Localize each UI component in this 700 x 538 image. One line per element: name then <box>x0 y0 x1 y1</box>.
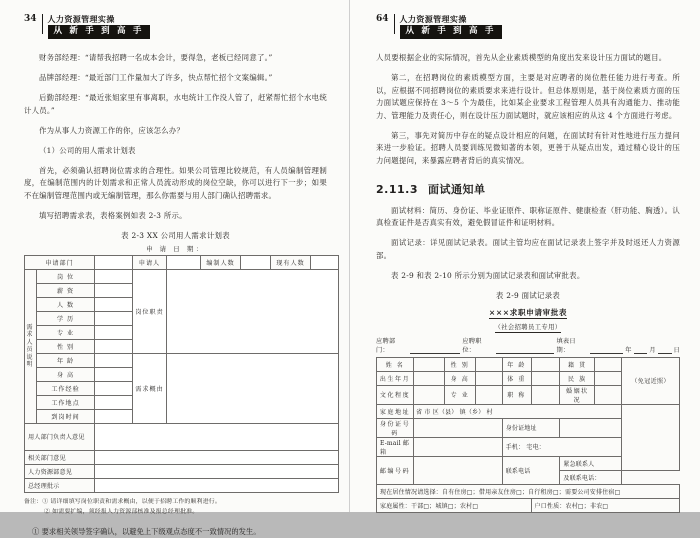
month-unit: 月 <box>649 346 656 354</box>
page-footnote: ① 要求相关领导签字确认，以避免上下级观点态度不一致情况的发生。 <box>32 526 261 536</box>
label-home-address: 家庭地址 <box>377 404 414 418</box>
label-ethnicity: 民 族 <box>560 371 595 385</box>
right-series-banner: 从 新 手 到 高 手 <box>400 25 502 39</box>
paragraph: 后勤部经理：“最近张姐家里有事离职，水电统计工作没人管了，赶紧帮忙招个水电统计人员。” <box>24 92 327 115</box>
header-current-value <box>311 255 339 269</box>
row-label: 专 业 <box>37 325 95 339</box>
left-page-number: 34 <box>24 14 37 24</box>
table-caption: 表 2-3 XX 公司用人需求计划表 <box>121 230 230 240</box>
approval-label: 相关部门意见 <box>25 450 95 464</box>
value-marital[interactable] <box>595 385 622 404</box>
value-major[interactable] <box>475 385 502 404</box>
label-height: 身 高 <box>445 371 476 385</box>
right-body <box>376 52 680 513</box>
left-series-banner: 从 新 手 到 高 手 <box>48 25 150 39</box>
label-id-number: 身份证号码 <box>377 418 414 437</box>
row-value <box>95 395 133 409</box>
reason-label: 需求概由 <box>133 353 167 423</box>
demand-plan-table <box>24 255 339 493</box>
right-page <box>350 0 700 512</box>
row-value <box>95 353 133 367</box>
table-row <box>25 353 339 367</box>
paragraph: 第三，事先对简历中存在的疑点设计相应的问题，在面试时有针对性地进行压力提问来进一步验证。招聘人员要训练见微知著的本领，更善于从疑点出发，通过精心设计的压力问题提问，来暴露应聘者背后的真实情况。 <box>376 130 680 165</box>
label-phone[interactable]: 手机： 宅电： <box>502 437 622 456</box>
row-label: 薪 资 <box>37 283 95 297</box>
label-major: 专 业 <box>445 385 476 404</box>
header-quota: 编制人数 <box>201 255 241 269</box>
table-row <box>25 450 339 464</box>
approval-value <box>95 478 339 492</box>
duty-value <box>167 269 339 353</box>
form-title-text: ×××求职申请审批表 <box>488 307 568 317</box>
table-row <box>377 357 680 371</box>
table-caption: 表 2-9 面试记录表 <box>495 290 561 300</box>
header-quota-value <box>241 255 271 269</box>
value-height[interactable] <box>475 371 502 385</box>
label-marital: 婚姻状况 <box>560 385 595 404</box>
row-value <box>95 283 133 297</box>
approval-label: 用人部门负责人意见 <box>25 423 95 450</box>
label-age: 年 龄 <box>502 357 531 371</box>
row-label: 岗 位 <box>37 269 95 283</box>
left-body <box>24 52 327 538</box>
row-label: 性 别 <box>37 339 95 353</box>
label-postcode: 邮编号码 <box>377 456 414 484</box>
paragraph: 财务部经理：“请帮我招聘一名成本会计，要得急，老板已经同意了。” <box>39 53 273 62</box>
value-ethnicity[interactable] <box>595 371 622 385</box>
paragraph: 填写招聘需求表，表格案例如表 2-3 所示。 <box>39 210 187 220</box>
section-heading <box>376 181 680 197</box>
label-contact-phone: 联系电话 <box>502 456 560 484</box>
table-note: 备注：① 请详细填写岗位职责和需求概由，以便于招聘工作的顺利进行。 <box>24 498 221 505</box>
row-value <box>95 325 133 339</box>
value-name[interactable] <box>414 357 445 371</box>
table-row <box>377 498 680 512</box>
table-row <box>25 464 339 478</box>
label-title: 职 称 <box>502 385 531 404</box>
year-unit: 年 <box>625 346 632 354</box>
apply-dept-label: 应聘部门： <box>376 337 396 354</box>
housing-situation-row[interactable]: 现在居住情况请选择：自有住房□；借用亲友住房□；自行租房□；需要公司安排住宿□ <box>377 484 680 498</box>
family-attribute-row[interactable]: 家庭属性：干部□；城镇□；农村□ <box>377 498 532 512</box>
left-page <box>0 0 350 536</box>
left-book-title: 人力资源管理实操 <box>47 14 115 24</box>
row-value <box>95 409 133 423</box>
value-postcode[interactable] <box>414 456 503 484</box>
form-title <box>376 307 680 318</box>
fill-date-label: 填表日期： <box>556 337 576 354</box>
row-value <box>95 367 133 381</box>
fill-date-month-field[interactable] <box>634 353 648 354</box>
table-row <box>25 423 339 450</box>
form-header-line <box>376 336 680 354</box>
table-row <box>377 484 680 498</box>
row-value <box>95 297 133 311</box>
label-emergency-contact: 紧急联系人 <box>560 456 622 470</box>
running-head-rule <box>394 14 395 34</box>
paragraph: 首先，必须确认招聘岗位需求的合理性。如果公司管理比较规范，有人员编制管理制度，在编制范围内的计划需求和正常人员流动形成的岗位空缺，你可以进行下一步；如果不在编制管理范围内或无编制管理，那么你需要与用人部门确认招聘需求。 <box>24 165 327 200</box>
blank-right-column <box>622 404 680 470</box>
value-origin[interactable] <box>595 357 622 371</box>
demand-section-label: 需求人员说明 <box>25 269 37 423</box>
table-notes <box>24 497 327 517</box>
header-applicant-value <box>167 255 201 269</box>
running-head-rule <box>42 14 43 34</box>
row-label: 到岗时间 <box>37 409 95 423</box>
apply-dept-field[interactable] <box>410 353 461 354</box>
section-number: 2.11.3 <box>376 182 418 196</box>
row-label: 工作经验 <box>37 381 95 395</box>
right-running-head <box>376 14 680 42</box>
row-value <box>95 311 133 325</box>
value-birth-date[interactable] <box>414 371 445 385</box>
paragraph: （1）公司的用人需求计划表 <box>39 145 136 155</box>
value-education[interactable] <box>414 385 445 404</box>
label-name: 姓 名 <box>377 357 414 371</box>
form-subtitle-text: （社会招聘员工专用） <box>494 323 562 331</box>
fill-date-day-field[interactable] <box>658 353 672 354</box>
right-book-title: 人力资源管理实操 <box>399 14 467 24</box>
paragraph: 作为从事人力资源工作的你，应该怎么办？ <box>39 125 185 135</box>
row-label: 人 数 <box>37 297 95 311</box>
label-emergency-phone[interactable]: 及联系电话： <box>560 470 622 484</box>
apply-position-label: 应聘职位： <box>462 337 482 354</box>
label-origin: 籍 贯 <box>560 357 595 371</box>
approval-value <box>95 450 339 464</box>
paragraph: 品牌部经理：“最近部门工作量加大了许多，快点帮忙招个文案编辑。” <box>39 72 273 82</box>
header-current: 现有人数 <box>271 255 311 269</box>
label-birth-date: 出生年月 <box>377 371 414 385</box>
table-row <box>25 255 339 269</box>
row-value <box>95 381 133 395</box>
approval-value <box>95 464 339 478</box>
table-row <box>25 269 339 283</box>
hukou-type-row[interactable]: 户口性质：农村□；非农□ <box>531 498 679 512</box>
value-home-address[interactable]: 省 市 区（县） 镇（乡） 村 <box>414 404 622 418</box>
left-running-head <box>24 14 327 42</box>
row-label: 工作地点 <box>37 395 95 409</box>
day-unit: 日 <box>673 346 681 354</box>
value-gender[interactable] <box>475 357 502 371</box>
paragraph: 第二，在招聘岗位的素质模型方面，主要是对应聘者的岗位胜任能力进行考查。所以，应根据不同招聘岗位的素质要求来进行设计。但总体原则是，基于岗位素质方面的压力面试题应保持在 3～5 个为最佳，比如某企业要求工程管理人员具有沟通能力、推动能力、管理能力及责任心，则在设计压力面试题时，就应该相应的从这 4 个方面进行考虑。 <box>376 72 680 120</box>
label-email: E-mail 邮箱 <box>377 437 414 456</box>
form-subtitle <box>376 322 680 331</box>
paragraph: 面试记录：详见面试记录表。面试主管均应在面试记录表上签字并及时返还人力资源部。 <box>376 238 680 260</box>
approval-label: 人力资源部意见 <box>25 464 95 478</box>
photo-placeholder: （免冠近照） <box>622 357 680 404</box>
value-age[interactable] <box>531 357 560 371</box>
label-weight: 体 重 <box>502 371 531 385</box>
paragraph: 表 2-9 和表 2-10 所示分别为面试记录表和面试审批表。 <box>391 270 585 280</box>
value-title[interactable] <box>531 385 560 404</box>
label-id-address: 身份证地址 <box>502 418 560 437</box>
value-email[interactable] <box>414 437 503 456</box>
right-page-number: 64 <box>376 14 389 24</box>
table-row <box>377 404 680 418</box>
paragraph: 人员要根据企业的实际情况，首先从企业素质模型的角度出发来设计压力面试的题目。 <box>376 53 667 62</box>
value-id-number[interactable] <box>414 418 503 437</box>
job-application-form <box>376 357 680 513</box>
reason-value <box>167 353 339 423</box>
header-applicant: 申请人 <box>133 255 167 269</box>
label-education: 文化程度 <box>377 385 414 404</box>
fill-date-year-field[interactable] <box>590 353 623 354</box>
row-label: 年 龄 <box>37 353 95 367</box>
apply-position-field[interactable] <box>496 353 555 354</box>
value-weight[interactable] <box>531 371 560 385</box>
table-row <box>25 478 339 492</box>
section-title: 面试通知单 <box>427 182 486 196</box>
approval-label: 总经理批示 <box>25 478 95 492</box>
label-gender: 性 别 <box>445 357 476 371</box>
application-date-line: 申 请 日 期： <box>146 244 205 253</box>
row-label: 学 历 <box>37 311 95 325</box>
row-value <box>95 339 133 353</box>
table-note: ② 如需要扩编，须经报人力资源部核准及报总经理批准。 <box>44 508 199 515</box>
duty-label: 岗位职责 <box>133 269 167 353</box>
header-dept: 申请部门 <box>25 255 95 269</box>
header-dept-value <box>95 255 133 269</box>
approval-value <box>95 423 339 450</box>
row-value <box>95 269 133 283</box>
paragraph: 面试材料：简历、身份证、毕业证原件、职称证原件、健康检查（肝功能、胸透）。认真检查证件是否真实有效，避免假冒证件和证明材料。 <box>376 205 680 228</box>
value-id-address[interactable] <box>560 418 622 437</box>
row-label: 身 高 <box>37 367 95 381</box>
